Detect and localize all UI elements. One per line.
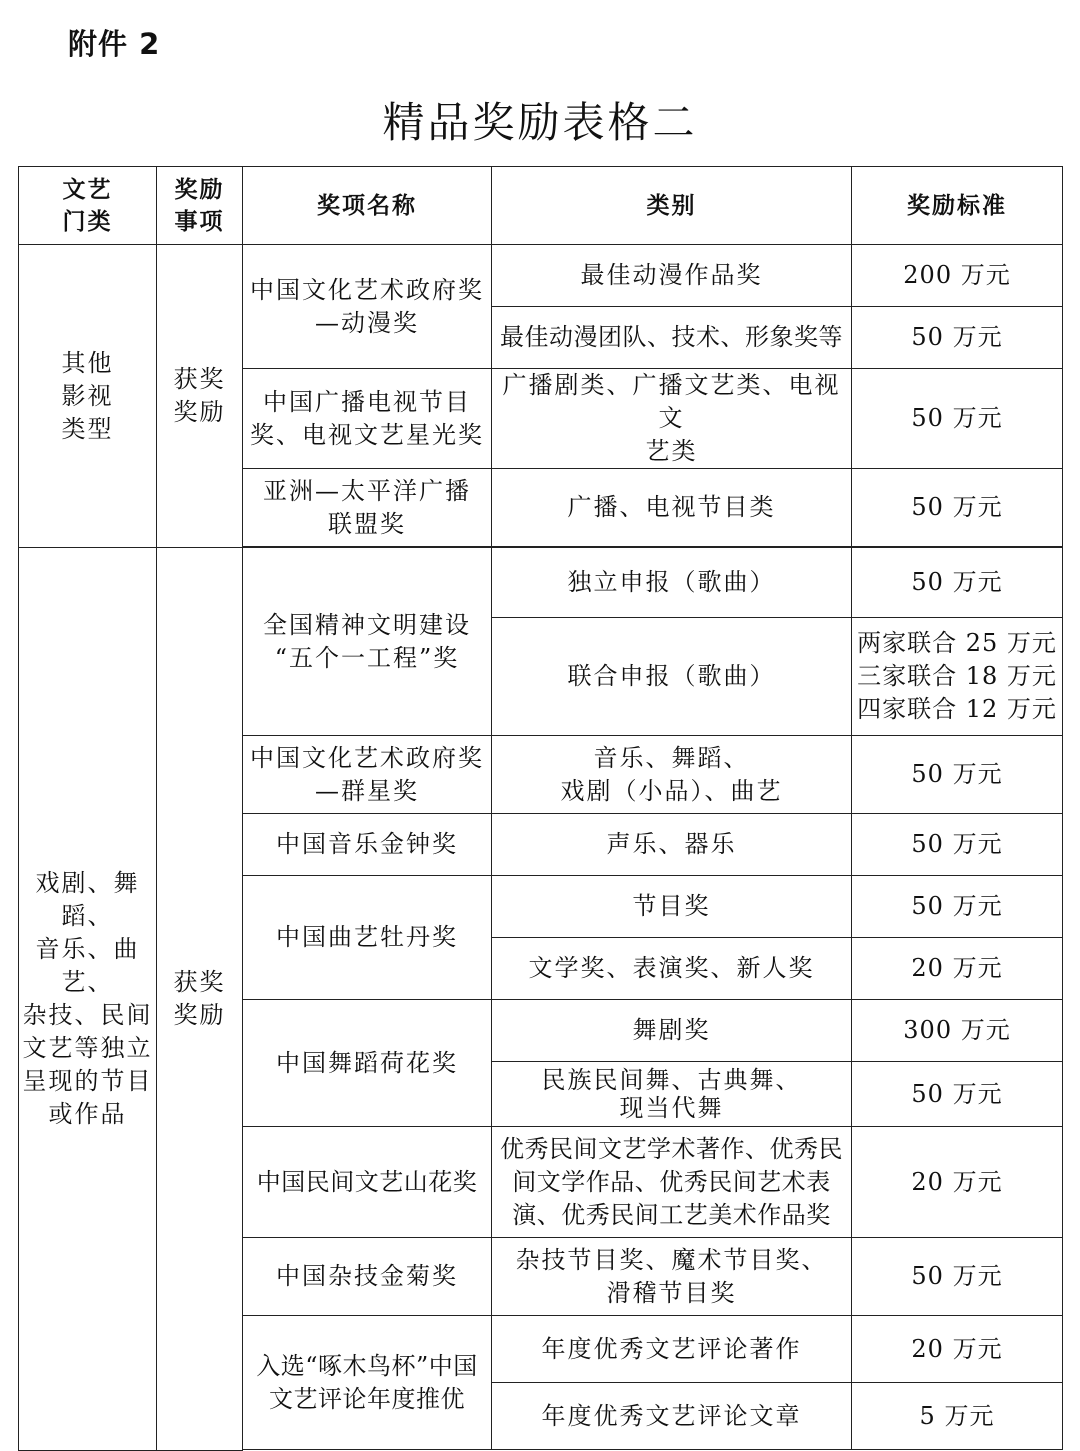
award-table: [18, 166, 1063, 1451]
table-row: [19, 548, 1063, 618]
award-type-cell: 最佳动漫团队、技术、形象奖等: [492, 307, 852, 369]
column-header-category: 文艺 门类: [19, 167, 157, 245]
award-type-cell: 舞剧奖: [492, 1000, 852, 1062]
award-amount-cell: 50 万元: [852, 307, 1063, 369]
table-row: [19, 245, 1063, 307]
award-type-cell: 优秀民间文艺学术著作、优秀民 间文学作品、优秀民间艺术表 演、优秀民间工艺美术作品奖: [492, 1127, 852, 1238]
award-name-cell: 全国精神文明建设 “五个一工程”奖: [243, 548, 492, 736]
award-type-cell: 独立申报（歌曲）: [492, 548, 852, 618]
attachment-label: 附件 2: [68, 27, 161, 61]
award-name-cell: 中国文化艺术政府奖 —群星奖: [243, 736, 492, 814]
award-amount-cell: 两家联合 25 万元 三家联合 18 万元 四家联合 12 万元: [852, 618, 1063, 736]
column-header-item: 奖励 事项: [157, 167, 243, 245]
award-type-cell: 声乐、器乐: [492, 814, 852, 876]
award-amount-cell: 5 万元: [852, 1383, 1063, 1450]
award-amount-cell: 200 万元: [852, 245, 1063, 307]
award-type-cell: 音乐、舞蹈、 戏剧（小品）、曲艺: [492, 736, 852, 814]
award-amount-cell: 50 万元: [852, 1062, 1063, 1127]
group-category-cell: 其他 影视 类型: [19, 245, 157, 548]
award-type-cell: 节目奖: [492, 876, 852, 938]
award-amount-cell: 50 万元: [852, 548, 1063, 618]
award-amount-cell: 50 万元: [852, 876, 1063, 938]
column-header-award-name: 奖项名称: [243, 167, 492, 245]
award-type-cell: 年度优秀文艺评论文章: [492, 1383, 852, 1450]
award-amount-cell: 50 万元: [852, 814, 1063, 876]
award-name-cell: 中国文化艺术政府奖 —动漫奖: [243, 245, 492, 369]
award-type-cell: 民族民间舞、古典舞、 现当代舞: [492, 1062, 852, 1127]
award-amount-cell: 50 万元: [852, 469, 1063, 547]
group-item-cell: 获奖 奖励: [157, 548, 243, 1451]
award-amount-cell: 50 万元: [852, 736, 1063, 814]
award-name-cell: 中国曲艺牡丹奖: [243, 876, 492, 1000]
award-type-cell: 最佳动漫作品奖: [492, 245, 852, 307]
award-type-cell: 广播、电视节目类: [492, 469, 852, 547]
award-name-cell: 中国民间文艺山花奖: [243, 1127, 492, 1238]
group-category-cell: 戏剧、舞蹈、 音乐、曲艺、 杂技、民间 文艺等独立 呈现的节目 或作品: [19, 548, 157, 1451]
award-type-cell: 年度优秀文艺评论著作: [492, 1316, 852, 1383]
column-header-type: 类别: [492, 167, 852, 245]
award-amount-cell: 300 万元: [852, 1000, 1063, 1062]
table-header-row: [19, 167, 1063, 245]
award-name-cell: 中国舞蹈荷花奖: [243, 1000, 492, 1127]
award-amount-cell: 50 万元: [852, 369, 1063, 469]
award-name-cell: 中国音乐金钟奖: [243, 814, 492, 876]
award-amount-cell: 20 万元: [852, 1127, 1063, 1238]
group-item-cell: 获奖 奖励: [157, 245, 243, 548]
page-title: 精品奖励表格二: [382, 98, 698, 147]
award-amount-cell: 50 万元: [852, 1238, 1063, 1316]
award-amount-cell: 20 万元: [852, 1316, 1063, 1383]
award-name-cell: 亚洲—太平洋广播 联盟奖: [243, 469, 492, 547]
column-header-standard: 奖励标准: [852, 167, 1063, 245]
award-type-cell: 联合申报（歌曲）: [492, 618, 852, 736]
award-amount-cell: 20 万元: [852, 938, 1063, 1000]
award-type-cell: 杂技节目奖、魔术节目奖、 滑稽节目奖: [492, 1238, 852, 1316]
award-name-cell: 入选“啄木鸟杯”中国 文艺评论年度推优: [243, 1316, 492, 1450]
award-name-cell: 中国广播电视节目 奖、电视文艺星光奖: [243, 369, 492, 469]
award-name-cell: 中国杂技金菊奖: [243, 1238, 492, 1316]
award-type-cell: 文学奖、表演奖、新人奖: [492, 938, 852, 1000]
award-type-cell: 广播剧类、广播文艺类、电视文 艺类: [492, 369, 852, 469]
